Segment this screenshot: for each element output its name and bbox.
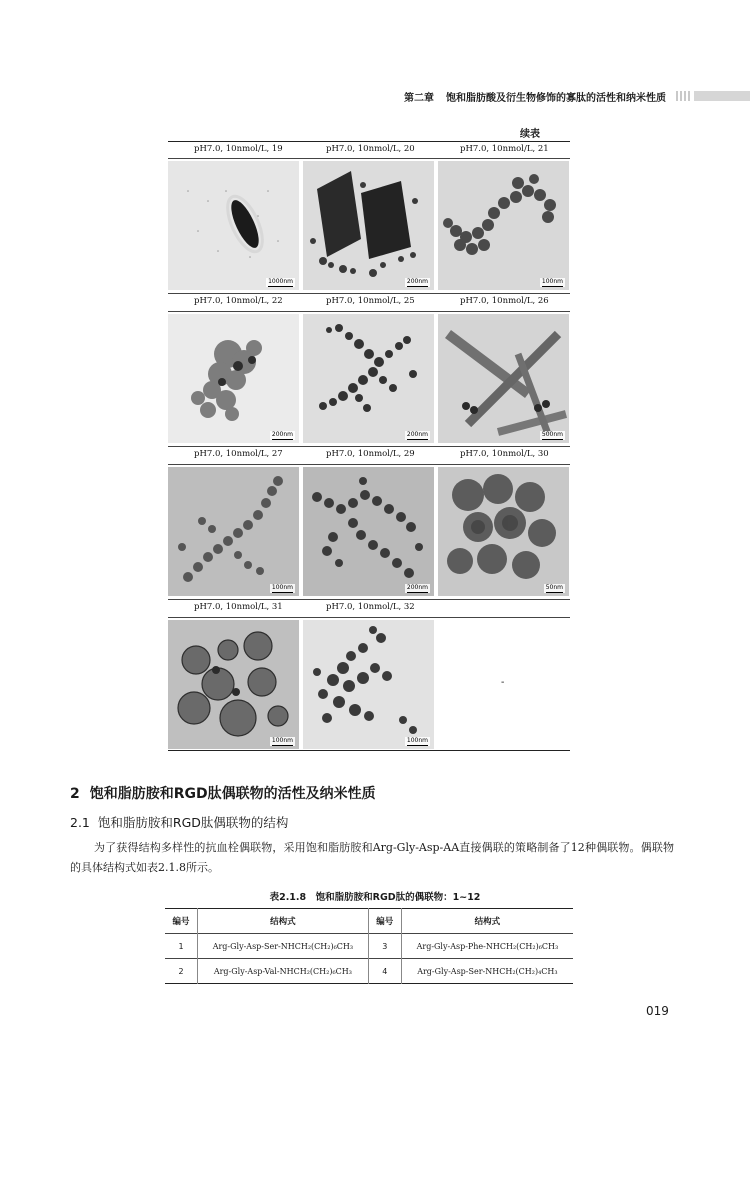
table-rule (168, 311, 570, 312)
subsection-heading (70, 813, 288, 831)
scale-bar-27: 100nm (271, 584, 293, 591)
header-no: 编号 (165, 909, 198, 934)
tem-image-21 (438, 161, 569, 290)
scale-bar-21: 100nm (541, 278, 563, 285)
subsection-number: 2.1 (70, 815, 90, 830)
table-rule (168, 446, 570, 447)
tem-image-19 (168, 161, 299, 290)
header-structure: 结构式 (198, 909, 369, 934)
empty-cell-dash: - (501, 677, 505, 688)
caption-25: pH7.0, 10nmol/L, 25 (326, 296, 415, 306)
table-row (165, 959, 573, 984)
tem-image-30 (438, 467, 569, 596)
table-rule (168, 293, 570, 294)
table-rule (168, 158, 570, 159)
table-rule (168, 464, 570, 465)
header-title: 饱和脂肪酸及衍生物修饰的寡肽的活性和纳米性质 (446, 93, 666, 104)
caption-30: pH7.0, 10nmol/L, 30 (460, 449, 549, 459)
structure-formula: Arg-Gly-Asp-Phe-NHCH₂(CH₂)₆CH₃ (416, 941, 559, 951)
compound-number: 3 (368, 934, 401, 959)
tem-image-25 (303, 314, 434, 443)
scale-bar-32: 100nm (406, 737, 428, 744)
tem-image-29 (303, 467, 434, 596)
table-rule-top (168, 141, 570, 142)
compound-number: 1 (165, 934, 198, 959)
tem-image-27 (168, 467, 299, 596)
header-structure: 结构式 (474, 917, 501, 927)
scale-bar-25: 200nm (406, 431, 428, 438)
caption-26: pH7.0, 10nmol/L, 26 (460, 296, 549, 306)
section-heading (70, 783, 376, 803)
table-rule (168, 617, 570, 618)
section-title: 饱和脂肪胺和RGD肽偶联物的活性及纳米性质 (89, 786, 376, 802)
table-rule (168, 599, 570, 600)
continued-label: 续表 (520, 129, 540, 140)
scale-bar-20: 200nm (406, 278, 428, 285)
scale-bar-30: 50nm (545, 584, 563, 591)
structure-formula: Arg-Gly-Asp-Ser-NHCH₂(CH₂)₄CH₃ (417, 966, 558, 976)
section-number: 2 (70, 786, 80, 802)
caption-20: pH7.0, 10nmol/L, 20 (326, 144, 415, 154)
caption-22: pH7.0, 10nmol/L, 22 (194, 296, 283, 306)
table-header-row (165, 909, 573, 934)
header-decoration-stripes (676, 91, 692, 101)
caption-27: pH7.0, 10nmol/L, 27 (194, 449, 283, 459)
scale-bar-31: 100nm (271, 737, 293, 744)
tem-image-26 (438, 314, 569, 443)
running-header (0, 88, 750, 102)
caption-32: pH7.0, 10nmol/L, 32 (326, 602, 415, 612)
page-number: 019 (646, 1004, 669, 1018)
tem-image-20 (303, 161, 434, 290)
header-no: 编号 (368, 909, 401, 934)
tem-image-22 (168, 314, 299, 443)
caption-21: pH7.0, 10nmol/L, 21 (460, 144, 549, 154)
table-caption: 表2.1.8 饱和脂肪胺和RGD肽的偶联物：1~12 (269, 892, 481, 903)
body-paragraph: 为了获得结构多样性的抗血栓偶联物，采用饱和脂肪胺和Arg-Gly-Asp-AA直接偶联的策略制备了12种偶联物。偶联物的具体结构式如表2.1.8所示。 (70, 841, 674, 874)
scale-bar-29: 200nm (406, 584, 428, 591)
table-rule-bottom (168, 750, 570, 751)
subsection-title: 饱和脂肪胺和RGD肽偶联物的结构 (97, 815, 289, 830)
tem-image-31 (168, 620, 299, 749)
caption-31: pH7.0, 10nmol/L, 31 (194, 602, 283, 612)
table-row (165, 934, 573, 959)
compound-number: 2 (165, 959, 198, 984)
header-chapter: 第二章 (404, 93, 434, 104)
scale-bar-22: 200nm (271, 431, 293, 438)
conjugate-structure-table (165, 908, 573, 984)
scale-bar-26: 500nm (541, 431, 563, 438)
tem-image-table (168, 141, 570, 751)
header-decoration-bar (694, 91, 750, 101)
tem-image-32 (303, 620, 434, 749)
scale-bar-19: 1000nm (268, 278, 293, 285)
caption-19: pH7.0, 10nmol/L, 19 (194, 144, 283, 154)
caption-29: pH7.0, 10nmol/L, 29 (326, 449, 415, 459)
compound-number: 4 (368, 959, 401, 984)
structure-formula: Arg-Gly-Asp-Ser-NHCH₂(CH₂)₆CH₃ (198, 934, 369, 959)
structure-formula: Arg-Gly-Asp-Val-NHCH₂(CH₂)₆CH₃ (198, 959, 369, 984)
